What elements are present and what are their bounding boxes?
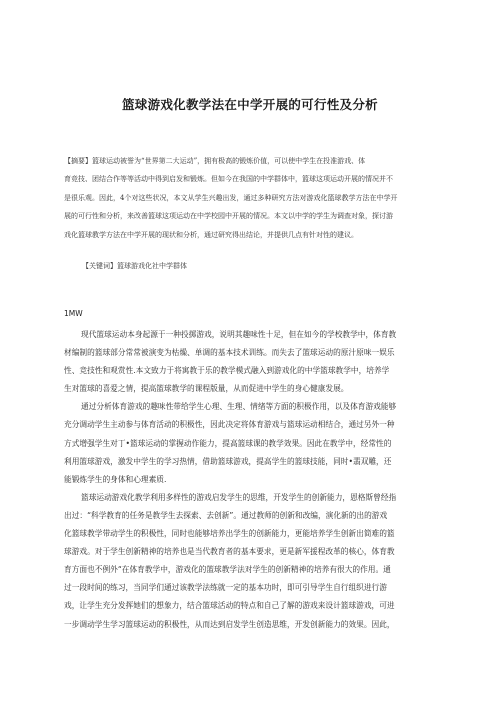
- keywords: 【关键词】篮球游戏化社中学群体: [82, 262, 187, 270]
- abstract-line: 戏化篮球教学方法在中学开展的现状和分析，通过研究得出结论，并提供几点有针对性的建议。: [64, 230, 358, 239]
- paragraph-line: 过一段时间的练习，当同学们通过该教学法练就一定的基本功时，即可引导学生自行组织进行游: [64, 583, 387, 593]
- paragraph-line: 材编制的篮球部分常常被演变为枯燥、单调的基本技术训练。而失去了篮球运动的原汁原味一娱乐: [64, 348, 395, 358]
- page-title: 篮球游戏化教学法在中学开展的可行性及分析: [121, 97, 378, 112]
- paragraph-line: 篮球运动游戏化教学利用多样性的游戏启发学生的思维，开发学生的创新能力，恩格斯曾经指: [81, 492, 397, 502]
- paragraph-line: 一步调动学生学习篮球运动的积极性，从而达到启发学生创造思维，开发创新能力的效果。因此，: [64, 619, 395, 629]
- paragraph-line: 化篮球教学带动学生的积极性，同时也能够培养出学生的创新能力，更能培养学生创新出简难的篮: [64, 529, 395, 539]
- paragraph-line: 现代篮球运动本身起源于一种投掷游戏，说明其趣味性十足，但在如今的学校教学中，体育教: [81, 330, 397, 339]
- paragraph-line: 通过分析体育游戏的趣味性带给学生心理、生理、情绪等方面的积极作用，以及体育游戏能够: [81, 402, 397, 412]
- paragraph-line: 生对篮球的喜爱之情，提高篮球教学的课程版量，从而促进中学生的身心健康发展。: [64, 384, 349, 394]
- paragraph-line: 能锻炼学生的身体和心理素质.: [64, 474, 167, 484]
- paragraph-line: 出过：“科学教育的任务是教学生去探索、去创新”。通过教师的创新和改编，演化新的出的游戏: [64, 510, 388, 520]
- abstract-line: 【摘要】篮球运动被誉为“世界第二大运动”，拥有极高的锻炼价值，可以使中学生在投准游戏、体: [64, 157, 366, 165]
- abstract-line: 是很乐观。因此，4个对这些状况，本文从学生兴趣出发，通过多种研究方法对游戏化篮球教学方法在中学开: [64, 193, 398, 202]
- paragraph-line: 球游戏。对于学生创新精神的培养也是当代教育者的基本要求，更是新军援程改革的核心，体育教: [64, 547, 395, 557]
- body-text: [64, 326, 440, 634]
- section-heading: 1MW: [64, 309, 83, 318]
- paragraph-line: 戏，让学生充分发挥她们的想象力，结合篮球活动的特点和自己了解的游戏来设计篮球游戏，可进: [64, 601, 395, 611]
- abstract-line: 展的可行性和分析，来改善篮球这项运动在中学校园中开展的情况。本文以中学的学生为调查对象，探讨游: [64, 212, 393, 221]
- abstract-line: 育竞技、团结合作等等活动中得到启发和锻炼。但如今在我国的中学群体中，篮球这项运动开展的情况并不: [64, 175, 393, 184]
- paragraph-line: 性、竞技性和观赏性.本文致力于将寓教于乐的教学模式融入到游戏化的中学篮球教学中，培养学: [64, 366, 390, 376]
- paragraph-line: 育方面也不例外“在体育教学中，游戏化的篮球教学法对学生的创新精神的培养有很大的作用。通: [64, 565, 391, 575]
- abstract: [64, 152, 440, 244]
- paragraph-line: 方式增强学生对丁•篮球运动的掌握动作能力，提高篮球课的教学效果。因此在教学中，经常性的: [64, 438, 392, 448]
- paragraph-line: 利用篮球游戏，激发中学生的学习热情，借助篮球游戏，提高学生的篮球技能，同时•翡双雕，还: [64, 456, 392, 466]
- paragraph-line: 充分调动学生主动参与体育活动的积极性，因此决定将体育游戏与篮球运动相结合，通过另外一种: [64, 420, 395, 430]
